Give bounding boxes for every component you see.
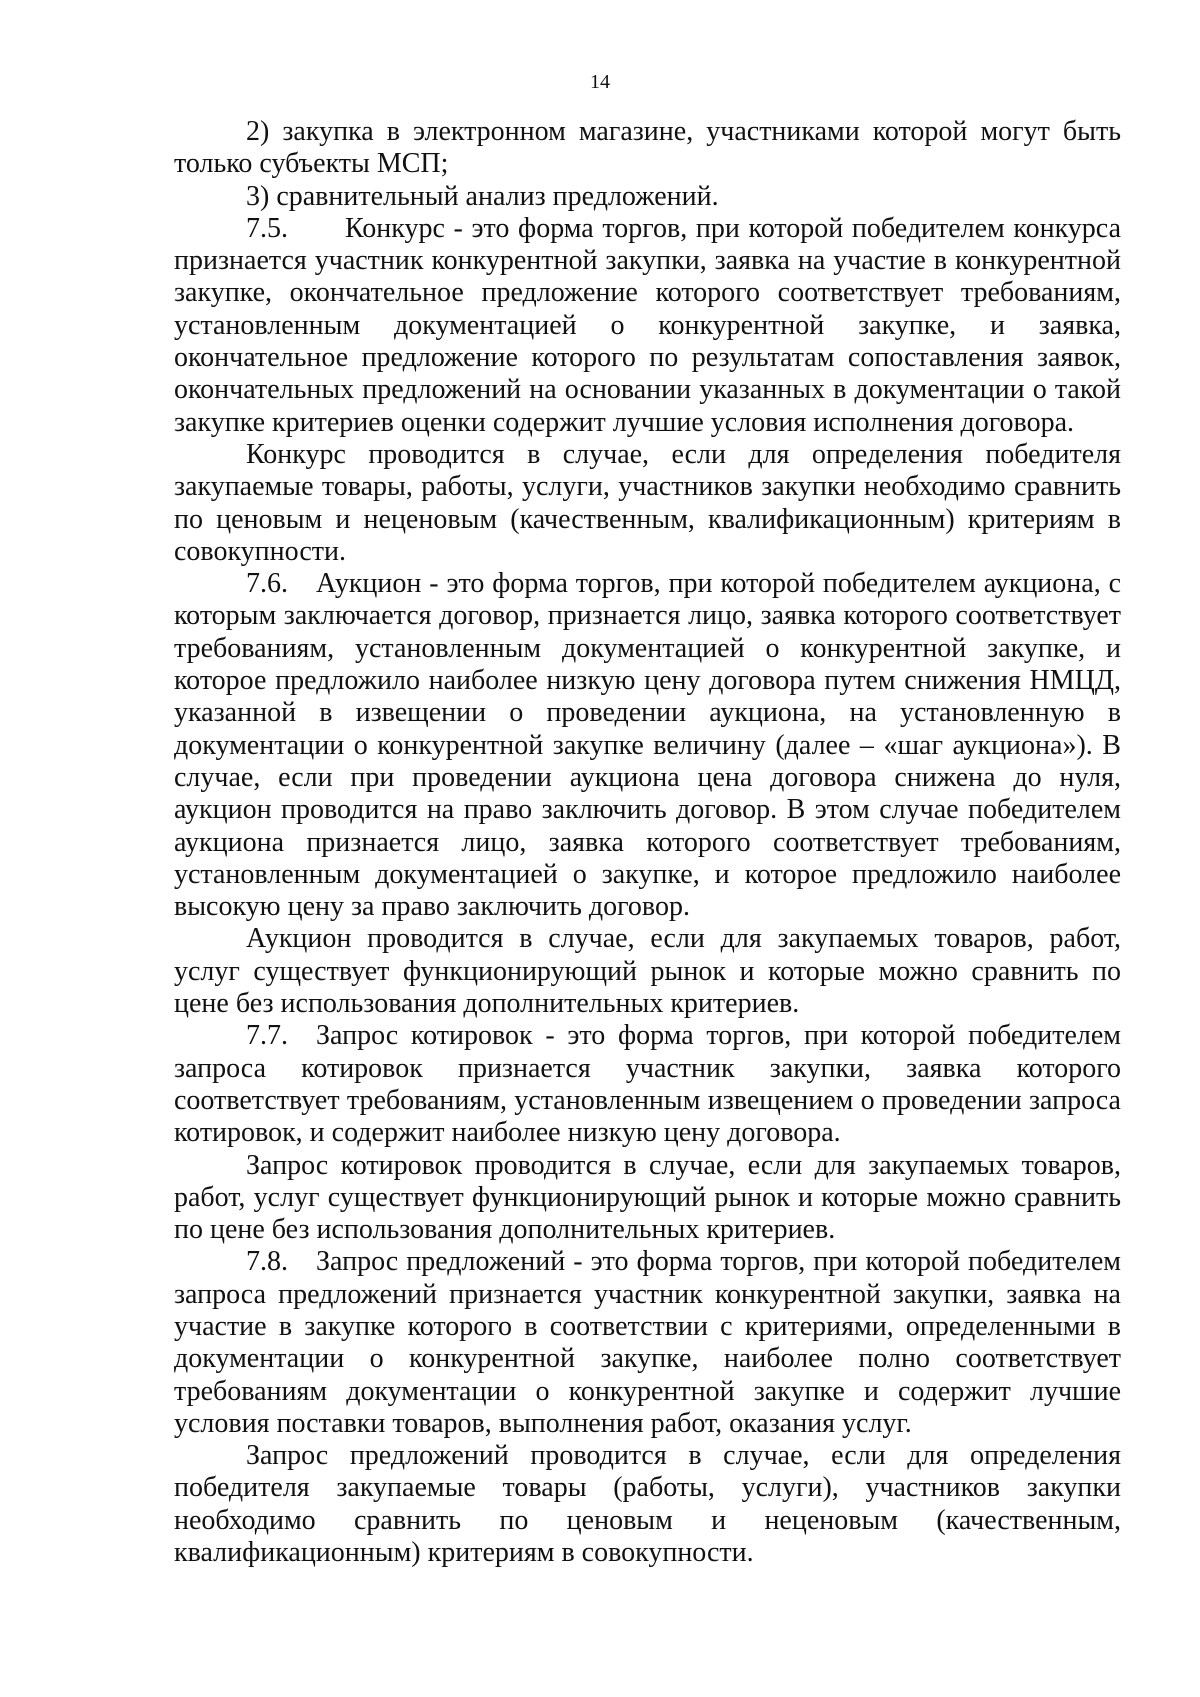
page-number: 14 [590,71,610,93]
section-text: Запрос предложений - это форма торгов, при которой победителем запроса предложений признается участник конкурентной закупки, заявка на участие в закупке которого в соответствии с критериями, определенными в документации о конкурентной закупке, наиболее полно соответствует требованиям документации о конкурентной закупке и содержит лучшие условия поставки товаров, выполнения работ, оказания услуг. [174,1246,1121,1439]
paragraph-auction-usage: Аукцион проводится в случае, если для закупаемых товаров, работ, услуг существует функционирующий рынок и которые можно сравнить по цене без использования дополнительных критериев. [174,923,1121,1020]
paragraph-list-item-3: 3) сравнительный анализ предложений. [246,180,719,212]
paragraph-quotes-usage: Запрос котировок проводится в случае, если для закупаемых товаров, работ, услуг существует функционирующий рынок и которые можно сравнить по цене без использования дополнительных критериев. [174,1149,1121,1246]
section-number: 7.7. [246,1020,288,1052]
section-7-7 [174,1020,1121,1149]
section-7-8 [174,1246,1121,1440]
paragraph-konkurs-usage: Конкурс проводится в случае, если для определения победителя закупаемые товары, работы, услуги, участников закупки необходимо сравнить по ценовым и неценовым (качественным, квалификационным) критериям в совокупности. [174,438,1121,567]
section-text: Конкурс - это форма торгов, при которой победителем конкурса признается участник конкурентной закупки, заявка на участие в конкурентной закупке, окончательное предложение которого соответствует требованиям, установленным документацией о конкурентной закупке, и заявка, окончательное предложение которого по результатам сопоставления заявок, окончательных предложений на основании указанных в документации о такой закупке критериев оценки содержит лучшие условия исполнения договора. [174,212,1121,438]
paragraph-list-item-2: 2) закупка в электронном магазине, участниками которой могут быть только субъекты МСП; [174,116,1121,180]
section-number: 7.6. [246,568,288,600]
section-7-5 [174,213,1121,439]
section-number: 7.5. [246,212,288,244]
paragraph-proposals-usage: Запрос предложений проводится в случае, если для определения победителя закупаемые товары (работы, услуги), участников закупки необходимо сравнить по ценовым и неценовым (качественным, квалификационным) критериям в совокупности. [174,1440,1121,1569]
document-body [174,116,1121,1569]
section-number: 7.8. [246,1246,288,1278]
section-text: Аукцион - это форма торгов, при которой победителем аукциона, с которым заключается договор, признается лицо, заявка которого соответствует требованиям, установленным документацией о конкурентной закупке, и которое предложило наиболее низкую цену договора путем снижения НМЦД, указанной в извещении о проведении аукциона, на установленную в документации о конкурентной закупке величину (далее – «шаг аукциона»). В случае, если при проведении аукциона цена договора снижена до нуля, аукцион проводится на право заключить договор. В этом случае победителем аукциона признается лицо, заявка которого соответствует требованиям, установленным документацией о закупке, и которое предложило наиболее высокую цену за право заключить договор. [174,568,1121,923]
section-7-6 [174,568,1121,923]
section-text: Запрос котировок - это форма торгов, при которой победителем запроса котировок признается участник закупки, заявка которого соответствует требованиям, установленным извещением о проведении запроса котировок, и содержит наиболее низкую цену договора. [174,1020,1121,1149]
